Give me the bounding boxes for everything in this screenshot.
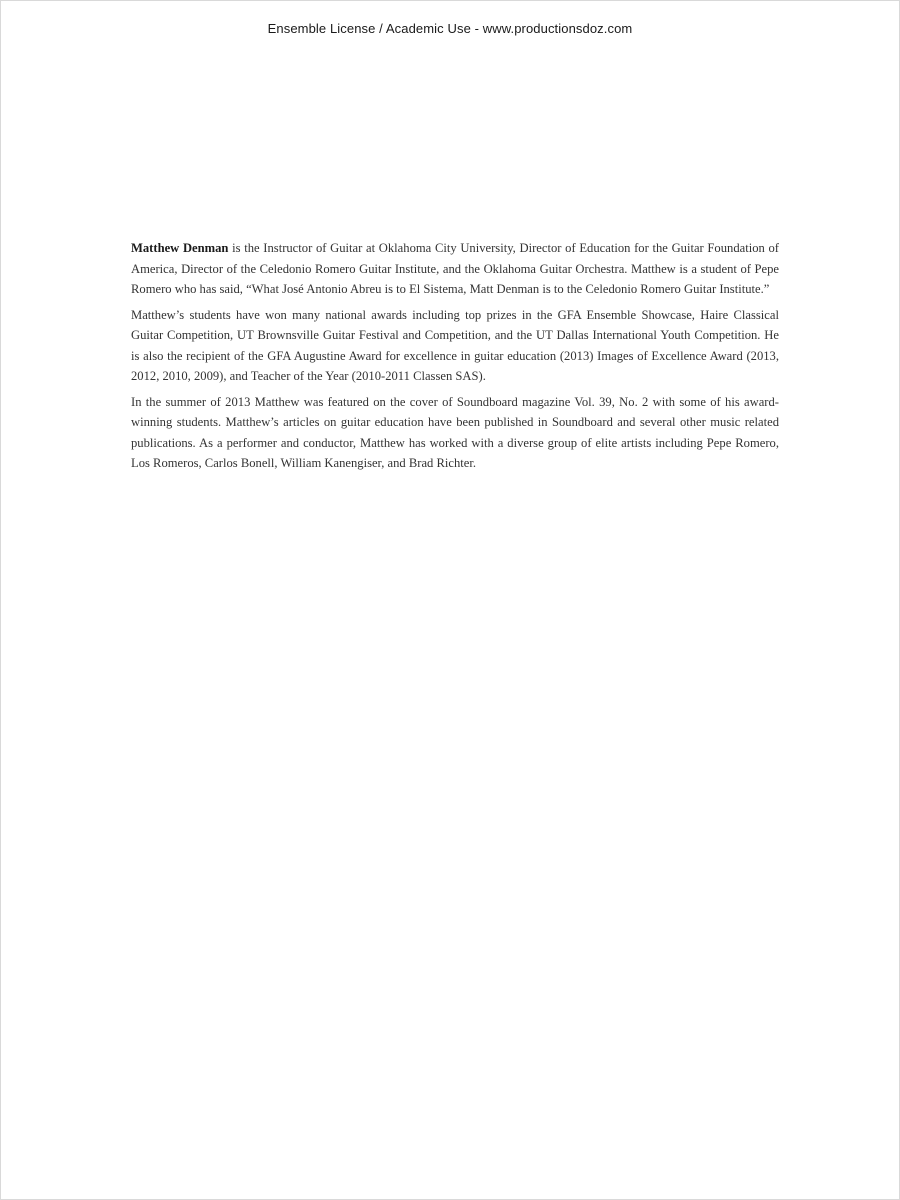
biography — [131, 238, 779, 479]
bio-paragraph-3: In the summer of 2013 Matthew was featured on the cover of Soundboard magazine Vol. 39, No. 2 with some of his award-winning students. Matthew’s articles on guitar education have been published in Soundboard and several other music related publications. As a performer and conductor, Matthew has worked with a diverse group of elite artists including Pepe Romero, Los Romeros, Carlos Bonell, William Kanengiser, and Brad Richter. — [131, 394, 779, 470]
license-header: Ensemble License / Academic Use - www.productionsdoz.com — [267, 21, 633, 36]
bio-paragraph-1-text: is the Instructor of Guitar at Oklahoma City University, Director of Education for the Guitar Foundation of America, Director of the Celedonio Romero Guitar Institute, and the Oklahoma Guitar Orchestra. Matthew is a student of Pepe Romero who has said, “What José Antonio Abreu is to El Sistema, Matt Denman is to the Celedonio Romero Guitar Institute.” — [131, 241, 779, 296]
bio-paragraph-2: Matthew’s students have won many national awards including top prizes in the GFA Ensemble Showcase, Haire Classical Guitar Competition, UT Brownsville Guitar Festival and Competition, and the UT Dallas International Youth Competition. He is also the recipient of the GFA Augustine Award for excellence in guitar education (2013) Images of Excellence Award (2013, 2012, 2010, 2009), and Teacher of the Year (2010-2011 Classen SAS). — [131, 307, 779, 383]
bio-name: Matthew Denman — [131, 241, 229, 255]
bio-paragraph-1 — [131, 238, 779, 300]
